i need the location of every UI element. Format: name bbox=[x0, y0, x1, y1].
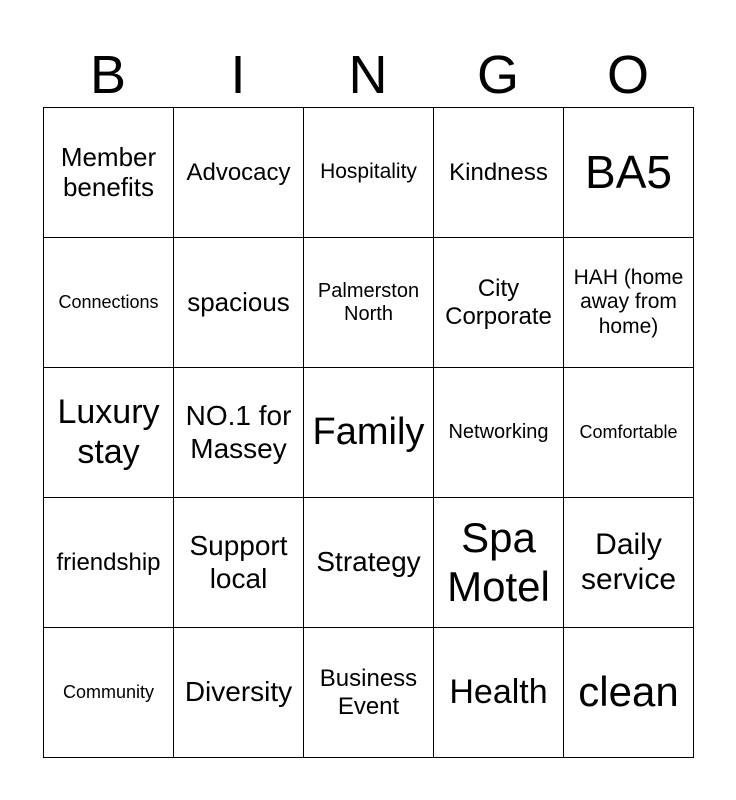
bingo-cell: Networking bbox=[434, 368, 564, 498]
bingo-cell: Member benefits bbox=[44, 108, 174, 238]
bingo-cell: Community bbox=[44, 628, 174, 758]
bingo-cell: Comfortable bbox=[564, 368, 694, 498]
bingo-cell: Family bbox=[304, 368, 434, 498]
bingo-header bbox=[43, 42, 693, 108]
board-row bbox=[44, 108, 694, 238]
bingo-cell: Hospitality bbox=[304, 108, 434, 238]
bingo-cell: Kindness bbox=[434, 108, 564, 238]
bingo-cell: Advocacy bbox=[174, 108, 304, 238]
bingo-cell: Connections bbox=[44, 238, 174, 368]
header-letter-n: N bbox=[348, 45, 388, 105]
bingo-cell: BA5 bbox=[564, 108, 694, 238]
bingo-cell: Health bbox=[434, 628, 564, 758]
bingo-cell: spacious bbox=[174, 238, 304, 368]
bingo-cell: clean bbox=[564, 628, 694, 758]
bingo-cell: City Corporate bbox=[434, 238, 564, 368]
bingo-cell: Luxury stay bbox=[44, 368, 174, 498]
bingo-cell: Spa Motel bbox=[434, 498, 564, 628]
bingo-cell: HAH (home away from home) bbox=[564, 238, 694, 368]
bingo-cell: Strategy bbox=[304, 498, 434, 628]
bingo-cell: Business Event bbox=[304, 628, 434, 758]
header-letter-i: I bbox=[230, 45, 246, 105]
bingo-cell: Daily service bbox=[564, 498, 694, 628]
board-row bbox=[44, 498, 694, 628]
bingo-cell: friendship bbox=[44, 498, 174, 628]
bingo-cell: NO.1 for Massey bbox=[174, 368, 304, 498]
bingo-cell: Diversity bbox=[174, 628, 304, 758]
board-row bbox=[44, 368, 694, 498]
header-letter-g: G bbox=[476, 45, 519, 105]
board-row bbox=[44, 628, 694, 758]
board-row bbox=[44, 238, 694, 368]
bingo-cell: Palmerston North bbox=[304, 238, 434, 368]
header-letter-b: B bbox=[89, 45, 127, 105]
bingo-board bbox=[43, 107, 694, 758]
bingo-cell: Support local bbox=[174, 498, 304, 628]
header-letter-o: O bbox=[606, 45, 649, 105]
